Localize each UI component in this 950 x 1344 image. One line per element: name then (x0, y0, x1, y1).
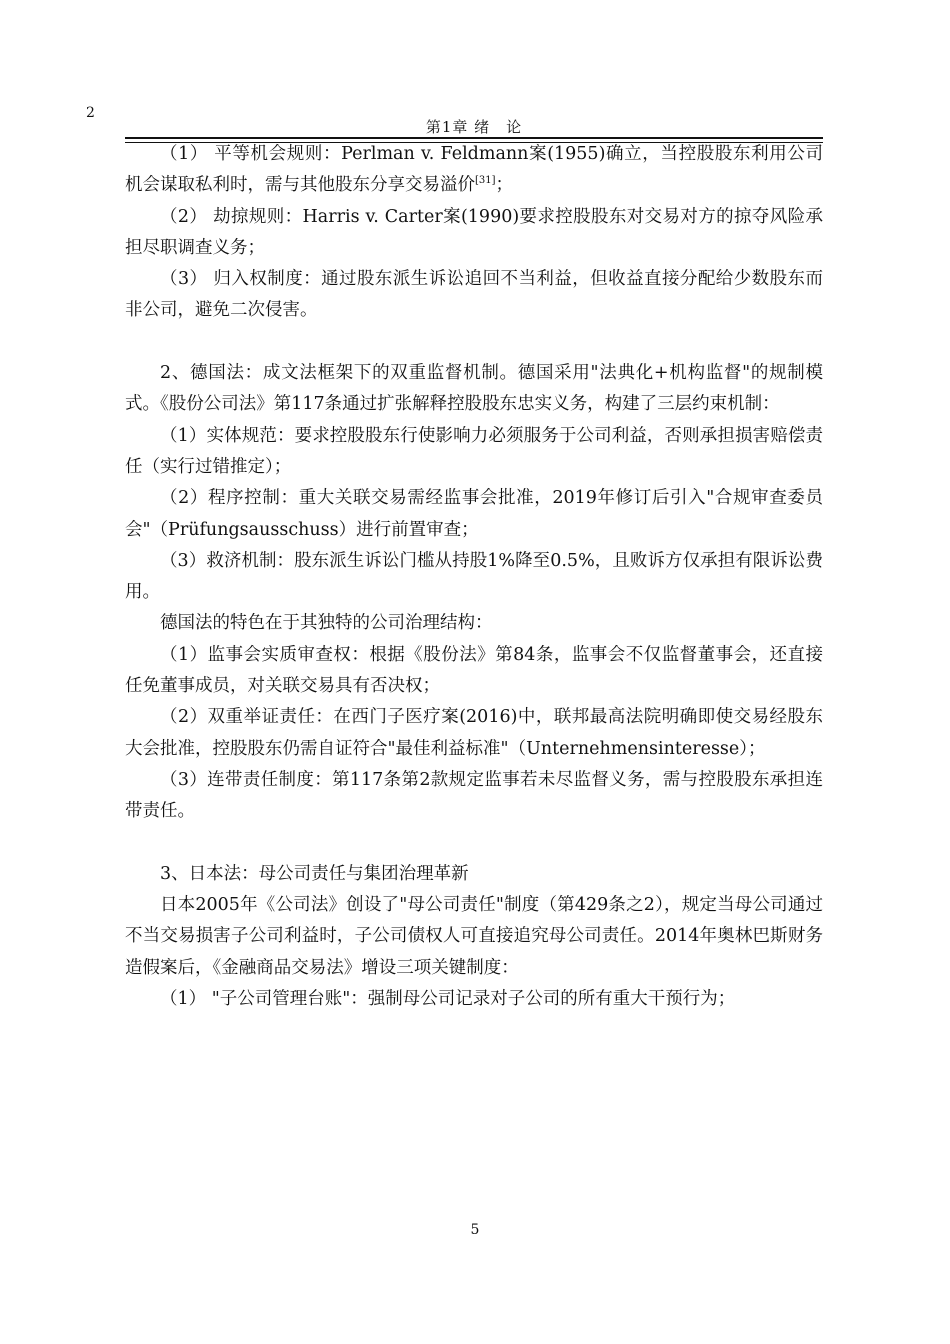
paragraph-text: （1） 平等机会规则：Perlman v. Feldmann案(1955)确立，当控股股东利用公司机会谋取私利时，需与其他股东分享交易溢价 (125, 144, 823, 196)
paragraph-german-law-intro: 2、德国法：成文法框架下的双重监督机制。德国采用"法典化+机构监督"的规制模式。《股份公司法》第117条通过扩张解释控股股东忠实义务，构建了三层约束机制： (125, 363, 823, 415)
paragraph-subsidiary-ledger: （1） "子公司管理台账"：强制母公司记录对子公司的所有重大干预行为； (160, 989, 736, 1010)
paragraph-dual-burden-of-proof: （2）双重举证责任：在西门子医疗案(2016)中，联邦最高法院明确即使交易经股东大会批准，控股股东仍需自证符合"最佳利益标准"（Unternehmensinteresse）； (125, 707, 823, 759)
paragraph-gap (125, 828, 823, 859)
page-number: 5 (470, 1222, 480, 1238)
paragraph-looting-rule: （2） 劫掠规则：Harris v. Carter案(1990)要求控股股东对交易对方的掠夺风险承担尽职调查义务； (125, 206, 823, 258)
paragraph-disgorgement: （3） 归入权制度：通过股东派生诉讼追回不当利益，但收益直接分配给少数股东而非公司，避免二次侵害。 (125, 269, 823, 321)
paragraph-text-end: ； (495, 175, 514, 196)
paragraph-remedy-mechanism: （3）救济机制：股东派生诉讼门槛从持股1%降至0.5%，且败诉方仅承担有限诉讼费用。 (125, 550, 823, 603)
running-header: 第1章 绪 论 (425, 118, 523, 136)
paragraph-german-features: 德国法的特色在于其独特的公司治理结构： (160, 613, 493, 634)
paragraph-japan-law-heading: 3、日本法：母公司责任与集团治理革新 (160, 863, 469, 884)
paragraph-substantive-norms: （1）实体规范：要求控股股东行使影响力必须服务于公司利益，否则承担损害赔偿责任（实行过错推定）； (125, 425, 823, 477)
paragraph-procedural-control: （2）程序控制：重大关联交易需经监事会批准，2019年修订后引入"合规审查委员会"（Prüfungsausschuss）进行前置审查； (125, 488, 823, 540)
paragraph-parent-company-liability: 日本2005年《公司法》创设了"母公司责任"制度（第429条之2），规定当母公司通过不当交易损害子公司利益时，子公司债权人可直接追究母公司责任。2014年奥林巴斯财务造假案后，《金融商品交易法》增设三项关键制度： (125, 895, 823, 978)
corner-page-number: 2 (86, 105, 95, 121)
paragraph-joint-liability: （3）连带责任制度：第117条第2款规定监事若未尽监督义务，需与控股股东承担连带责任。 (125, 769, 823, 822)
paragraph-equal-opportunity-rule (125, 139, 823, 202)
citation-marker: [31] (475, 175, 496, 187)
paragraph-gap (125, 327, 823, 358)
paragraph-supervisory-board: （1）监事会实质审查权：根据《股份法》第84条，监事会不仅监督董事会，还直接任免董事成员，对关联交易具有否决权； (125, 644, 823, 697)
body-text (125, 139, 823, 1015)
